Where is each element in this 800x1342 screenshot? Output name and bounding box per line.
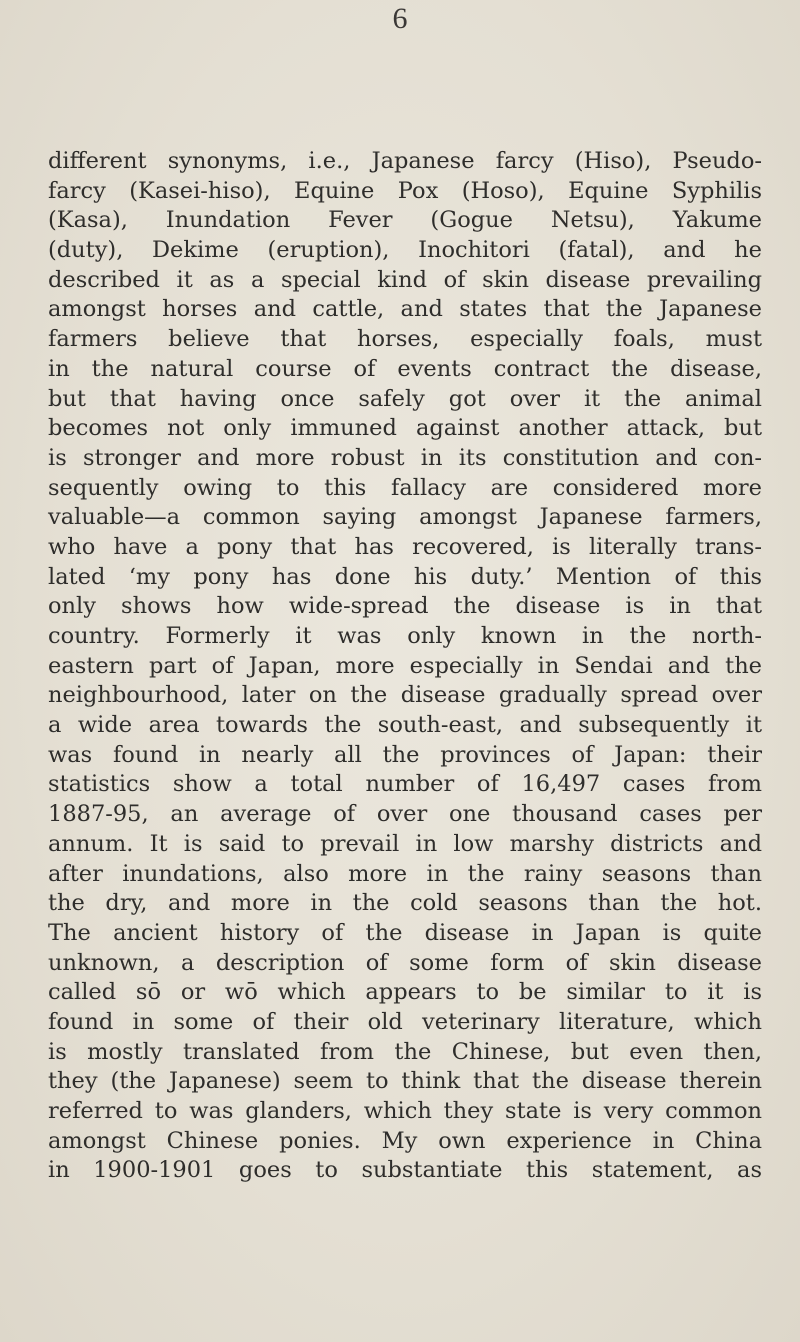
text-line: amongst horses and cattle, and states that the Japanese [48,296,762,323]
text-line: country. Formerly it was only known in the north- [48,623,762,649]
text-line: eastern part of Japan, more especially in Sendai and the [48,652,762,679]
page-number: 6 [392,2,408,35]
text-line: but that having once safely got over it the animal [48,385,762,412]
text-line: is mostly translated from the Chinese, but even then, [48,1038,762,1065]
text-line: valuable—a common saying amongst Japanese farmers, [48,504,762,531]
text-line: becomes not only immuned against another attack, but [48,415,762,442]
text-line: found in some of their old veterinary literature, which [48,1008,762,1035]
text-line: a wide area towards the south-east, and subsequently it [48,712,762,739]
text-line: only shows how wide-spread the disease is in that [48,593,762,620]
text-line: farcy (Kasei-hiso), Equine Pox (Hoso), Equine Syphilis [48,177,762,204]
text-line: is stronger and more robust in its constitution and con- [48,444,762,471]
text-line: different synonyms, i.e., Japanese farcy (Hiso), Pseudo- [48,148,762,174]
text-line: annum. It is said to prevail in low marshy districts and [48,830,762,857]
text-line: after inundations, also more in the rainy seasons than [48,860,762,887]
text-line: in 1900-1901 goes to substantiate this statement, as [48,1157,762,1184]
text-line: referred to was glanders, which they state is very common [48,1098,762,1124]
text-line: unknown, a description of some form of skin disease [48,949,762,976]
text-line: in the natural course of events contract the disease, [48,355,762,382]
text-line: 1887-95, an average of over one thousand cases per [48,801,762,828]
text-line: who have a pony that has recovered, is literally trans- [48,533,762,560]
text-line: statistics show a total number of 16,497 cases from [48,771,762,798]
text-line: was found in nearly all the provinces of Japan: their [48,741,762,768]
text-line: The ancient history of the disease in Japan is quite [48,919,762,946]
text-line: the dry, and more in the cold seasons than the hot. [48,890,762,917]
text-line: sequently owing to this fallacy are considered more [48,474,762,501]
body-text [48,147,762,1186]
text-line: called sō or wō which appears to be similar to it is [48,979,762,1006]
text-line: described it as a special kind of skin disease prevailing [48,266,762,293]
text-line: they (the Japanese) seem to think that the disease therein [48,1068,762,1095]
text-line: lated ‘my pony has done his duty.’ Mention of this [48,563,762,590]
text-line: (duty), Dekime (eruption), Inochitori (fatal), and he [48,237,762,264]
text-line: farmers believe that horses, especially foals, must [48,326,762,353]
text-line: neighbourhood, later on the disease gradually spread over [48,682,762,709]
text-line: amongst Chinese ponies. My own experience in China [48,1127,762,1154]
text-line: (Kasa), Inundation Fever (Gogue Netsu), Yakume [48,207,762,234]
